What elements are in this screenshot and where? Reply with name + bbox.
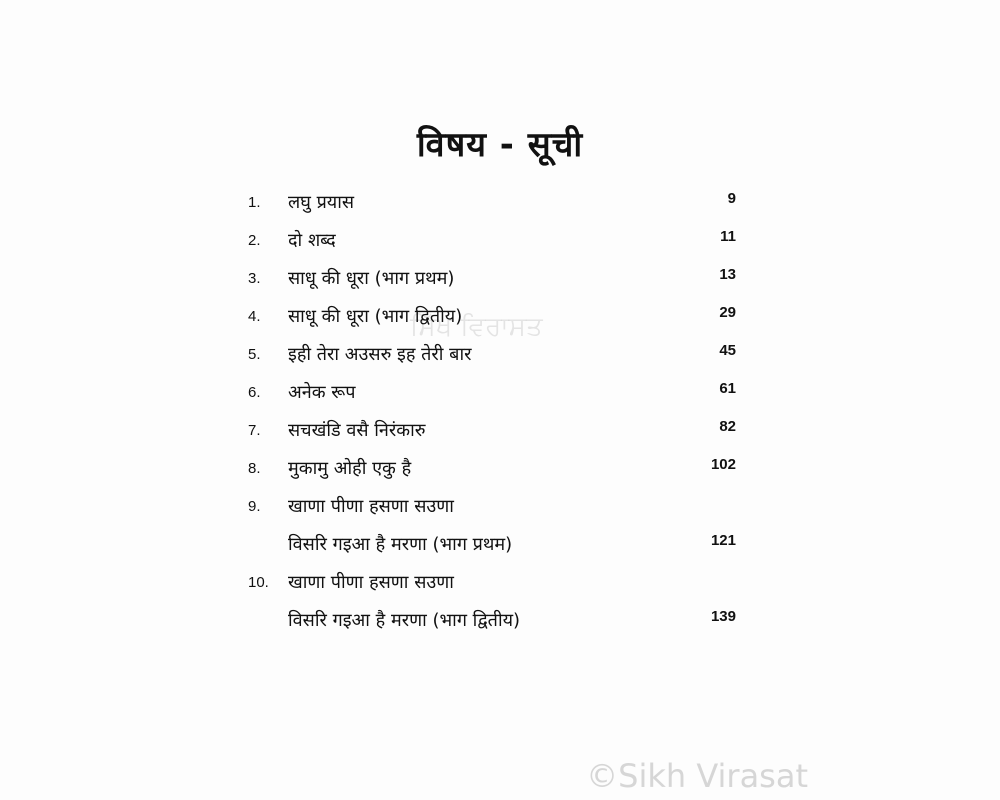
toc-entry bbox=[248, 570, 740, 598]
toc-entry bbox=[248, 418, 740, 446]
toc-entry-continuation bbox=[248, 532, 740, 560]
entry-title: साधू की धूरा (भाग द्वितीय) bbox=[288, 306, 463, 327]
watermark-bottom: ©Sikh Virasat bbox=[586, 757, 808, 795]
entry-number: 7. bbox=[248, 422, 261, 439]
entry-page: 45 bbox=[719, 342, 736, 359]
entry-page: 139 bbox=[710, 608, 736, 625]
toc-entry bbox=[248, 228, 740, 256]
entry-title-line2: विसरि गइआ है मरणा (भाग द्वितीय) bbox=[288, 610, 521, 631]
entry-page: 61 bbox=[719, 380, 736, 397]
entry-title: खाणा पीणा हसणा सउणा bbox=[288, 496, 454, 517]
entry-page: 29 bbox=[719, 304, 736, 321]
entry-title: अनेक रूप bbox=[288, 382, 356, 403]
toc-entry bbox=[248, 494, 740, 522]
watermark-center: ਸਿੱਖ ਵਿਰਾਸਤ bbox=[410, 312, 543, 342]
entry-title: इही तेरा अउसरु इह तेरी बार bbox=[288, 344, 472, 365]
entry-page: 9 bbox=[727, 190, 736, 207]
toc-entry bbox=[248, 190, 740, 218]
entry-page: 82 bbox=[719, 418, 736, 435]
toc-entry bbox=[248, 304, 740, 332]
entry-number: 8. bbox=[248, 460, 261, 477]
toc-entry bbox=[248, 456, 740, 484]
toc-entry bbox=[248, 266, 740, 294]
entry-number: 10. bbox=[248, 574, 269, 591]
entry-page: 11 bbox=[720, 228, 736, 245]
entry-number: 3. bbox=[248, 270, 261, 287]
page-title: विषय - सूची bbox=[416, 125, 584, 165]
entry-title: लघु प्रयास bbox=[288, 192, 355, 213]
entry-number: 6. bbox=[248, 384, 261, 401]
entry-title: सचखंडि वसै निरंकारु bbox=[288, 420, 426, 441]
entry-page: 13 bbox=[719, 266, 736, 283]
entry-title: खाणा पीणा हसणा सउणा bbox=[288, 572, 454, 593]
toc-entry bbox=[248, 380, 740, 408]
entry-title: मुकामु ओही एकु है bbox=[288, 458, 412, 479]
entry-title-line2: विसरि गइआ है मरणा (भाग प्रथम) bbox=[288, 534, 513, 555]
entry-number: 4. bbox=[248, 308, 261, 325]
entry-number: 9. bbox=[248, 498, 261, 515]
entry-page: 121 bbox=[710, 532, 736, 549]
toc-entry-continuation bbox=[248, 608, 740, 636]
entry-number: 5. bbox=[248, 346, 261, 363]
entry-number: 2. bbox=[248, 232, 261, 249]
entry-page: 102 bbox=[710, 456, 736, 473]
entry-title: दो शब्द bbox=[288, 230, 336, 251]
toc-entry bbox=[248, 342, 740, 370]
entry-number: 1. bbox=[248, 194, 261, 211]
entry-title: साधू की धूरा (भाग प्रथम) bbox=[288, 268, 455, 289]
